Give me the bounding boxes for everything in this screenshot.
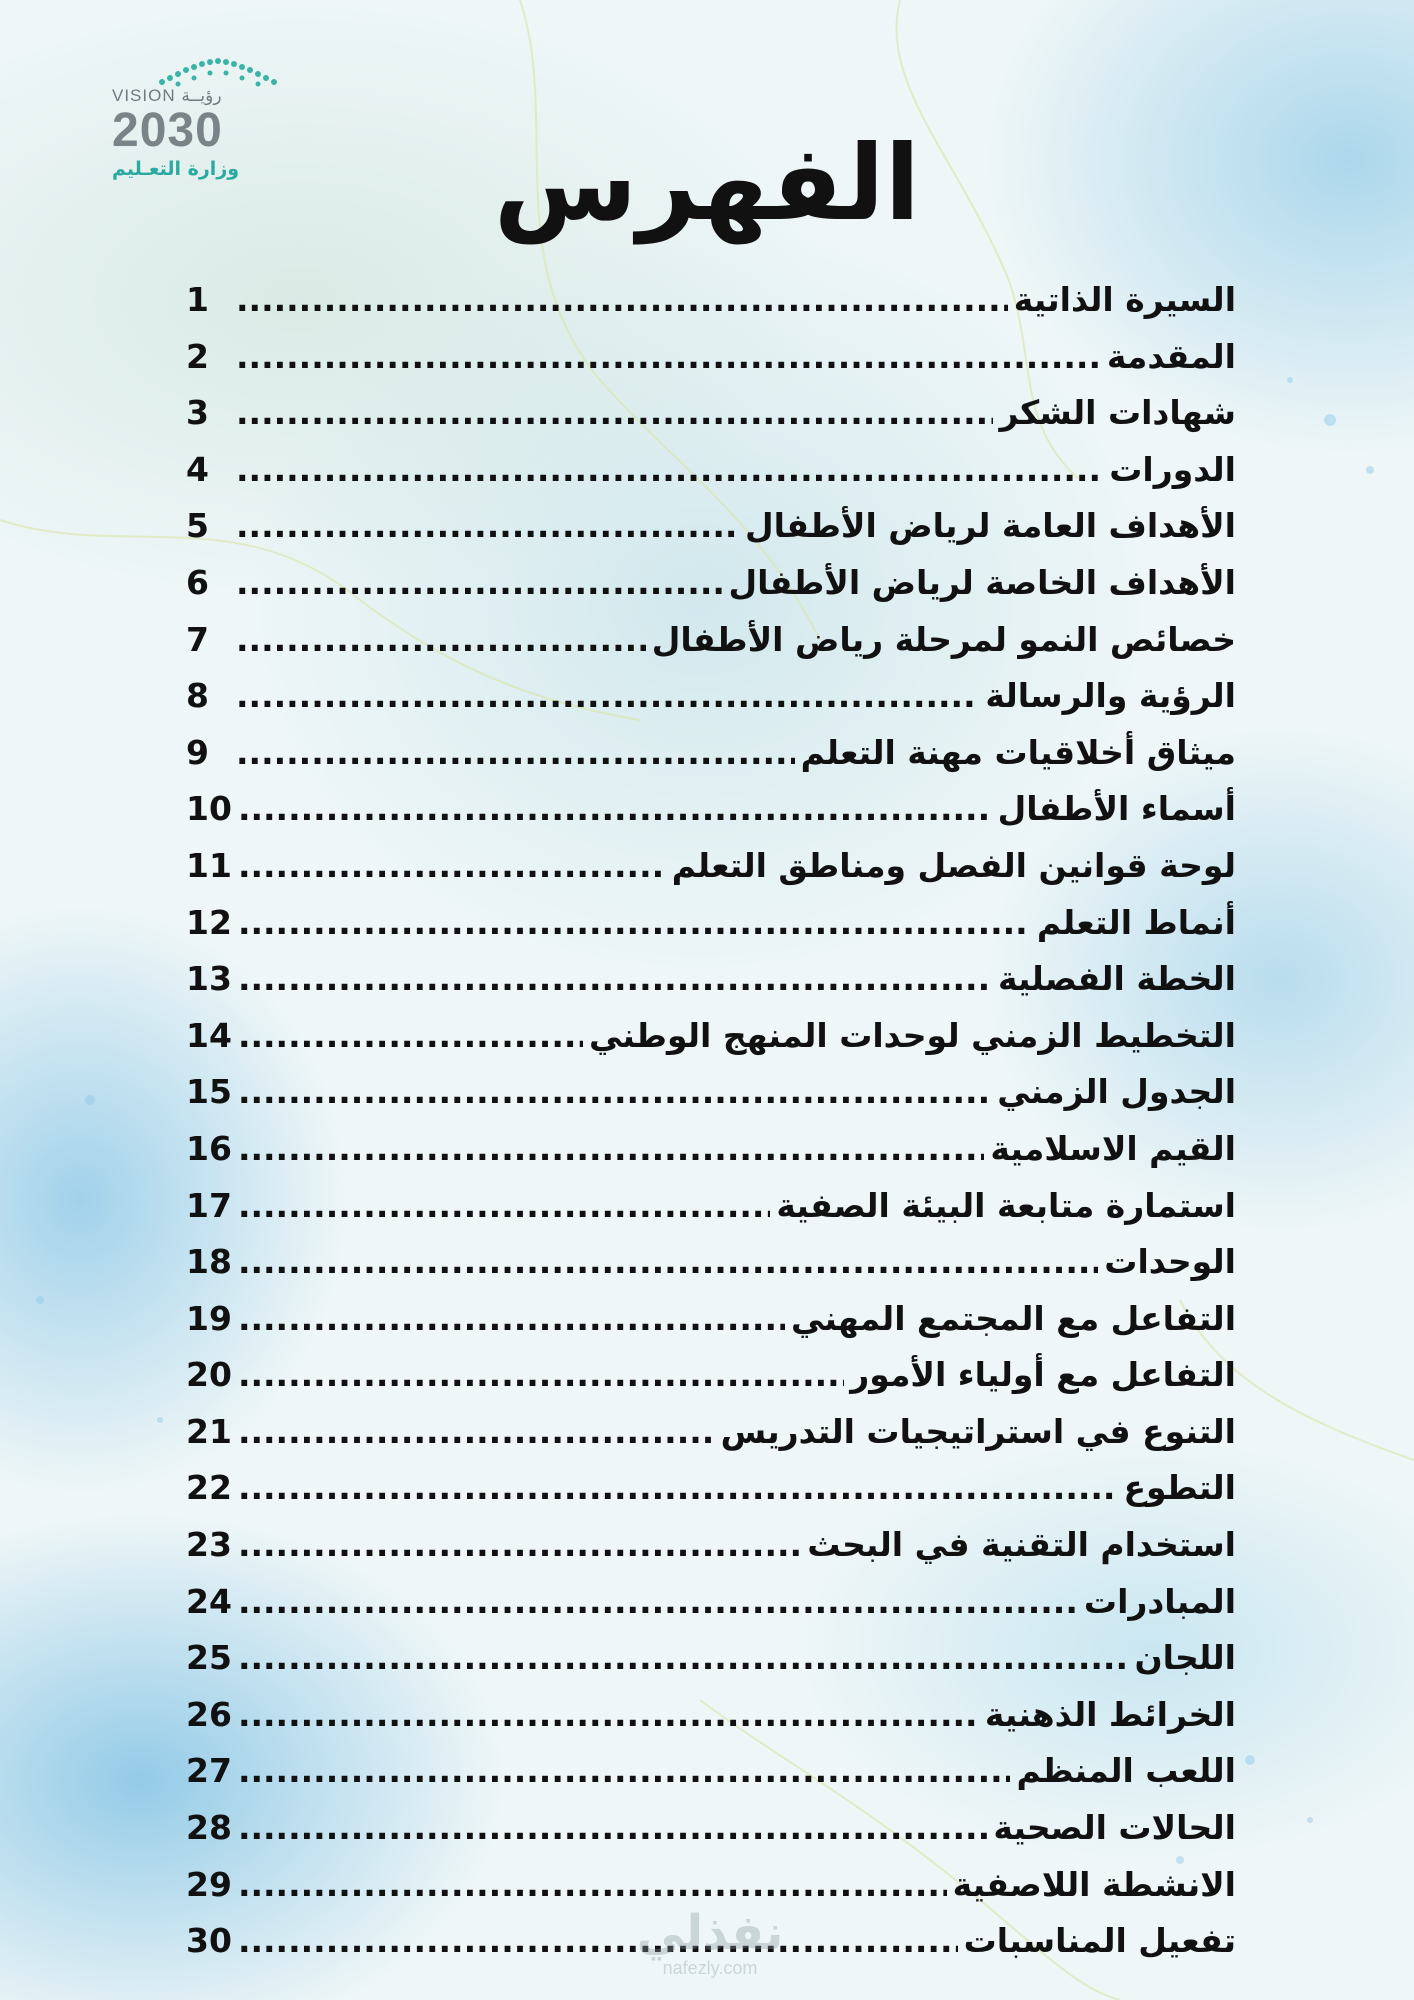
toc-entry (186, 1412, 1236, 1469)
toc-dot-leader (238, 1355, 844, 1394)
toc-entry-label: المقدمة (1106, 336, 1236, 376)
toc-entry (186, 846, 1236, 903)
toc-entry-page: 2 (186, 336, 209, 376)
toc-entry-page: 12 (186, 902, 232, 942)
toc-entry-page: 10 (186, 789, 232, 829)
toc-entry-label: التخطيط الزمني لوحدات المنهج الوطني (589, 1015, 1236, 1055)
toc-entry-label: اللعب المنظم (1016, 1751, 1236, 1791)
toc-dot-leader (236, 506, 739, 545)
toc-entry-label: الجدول الزمني (997, 1072, 1236, 1112)
toc-entry-label: القيم الاسلامية (990, 1128, 1236, 1168)
toc-entry (186, 1695, 1236, 1752)
toc-dot-leader (236, 563, 722, 602)
toc-dot-leader (236, 733, 795, 772)
toc-entry-page: 4 (186, 449, 209, 489)
toc-dot-leader (238, 1921, 958, 1960)
toc-entry-label: التفاعل مع المجتمع المهني (791, 1298, 1236, 1338)
toc-entry-label: الدورات (1109, 449, 1236, 489)
toc-entry (186, 1355, 1236, 1412)
toc-dot-leader (236, 676, 979, 715)
toc-entry-page: 3 (186, 393, 209, 433)
logo-year: 2030 (112, 104, 223, 157)
toc-dot-leader (238, 1412, 715, 1451)
toc-entry-label: شهادات الشكر (999, 393, 1236, 433)
toc-entry (186, 620, 1236, 677)
toc-entry-label: التفاعل مع أولياء الأمور (850, 1355, 1236, 1395)
toc-dot-leader (238, 846, 666, 885)
toc-entry-page: 14 (186, 1015, 232, 1055)
watermark-arabic: نفذلي (636, 1905, 784, 1961)
toc-entry-page: 25 (186, 1638, 232, 1678)
watermark-latin: nafezly.com (662, 1958, 758, 1978)
toc-entry (186, 1808, 1236, 1865)
toc-entry (186, 1751, 1236, 1808)
toc-entry (186, 1186, 1236, 1243)
toc-entry-page: 8 (186, 676, 209, 716)
toc-entry (186, 1242, 1236, 1299)
toc-dot-leader (238, 959, 992, 998)
toc-entry-label: أسماء الأطفال (997, 789, 1236, 829)
toc-entry-page: 7 (186, 619, 209, 659)
toc-entry (186, 676, 1236, 733)
toc-entry-page: 15 (186, 1072, 232, 1112)
toc-entry-label: خصائص النمو لمرحلة رياض الأطفال (651, 619, 1236, 659)
toc-entry-page: 13 (186, 959, 232, 999)
toc-dot-leader (236, 393, 993, 432)
logo-vision-en: VISION (112, 86, 176, 105)
toc-entry-page: 24 (186, 1581, 232, 1621)
logo-vision-ar: رؤيــة (181, 86, 222, 105)
toc-entry-page: 5 (186, 506, 209, 546)
toc-dot-leader (238, 1186, 770, 1225)
toc-entry (186, 1299, 1236, 1356)
toc-entry (186, 1468, 1236, 1525)
toc-entry-page: 11 (186, 845, 232, 885)
toc-entry (186, 450, 1236, 507)
toc-dot-leader (238, 1638, 1129, 1677)
toc-dot-leader (238, 1865, 947, 1904)
toc-entry (186, 563, 1236, 620)
toc-dot-leader (238, 789, 992, 828)
toc-entry-label: الأهداف الخاصة لرياض الأطفال (728, 562, 1236, 602)
toc-entry-label: الأهداف العامة لرياض الأطفال (745, 506, 1236, 546)
toc-entry (186, 903, 1236, 960)
toc-entry-label: ميثاق أخلاقيات مهنة التعلم (800, 732, 1236, 772)
toc-entry-page: 1 (186, 280, 209, 319)
toc-entry-label: تفعيل المناسبات (963, 1921, 1236, 1961)
toc-entry-page: 21 (186, 1411, 232, 1451)
toc-entry-page: 6 (186, 562, 209, 602)
toc-entry-page: 26 (186, 1694, 232, 1734)
toc-entry (186, 1638, 1236, 1695)
toc-entry-label: الوحدات (1104, 1242, 1236, 1282)
toc-entry (186, 1525, 1236, 1582)
toc-entry-label: السيرة الذاتية (1013, 280, 1236, 319)
toc-dot-leader (238, 1525, 801, 1564)
toc-dot-leader (238, 1808, 987, 1847)
toc-entry-label: المبادرات (1083, 1581, 1236, 1621)
toc-entry-page: 17 (186, 1185, 232, 1225)
toc-entry-label: الانشطة اللاصفية (952, 1864, 1236, 1904)
toc-entry (186, 1016, 1236, 1073)
toc-dot-leader (238, 1695, 979, 1734)
toc-dot-leader (238, 1129, 984, 1168)
toc-entry-page: 9 (186, 732, 209, 772)
toc-entry-label: الرؤية والرسالة (985, 676, 1236, 716)
toc-entry (186, 1072, 1236, 1129)
toc-entry-label: استخدام التقنية في البحث (807, 1525, 1236, 1565)
toc-entry-label: أنماط التعلم (1036, 902, 1236, 942)
toc-dot-leader (238, 1016, 583, 1055)
toc-dot-leader (238, 1299, 785, 1338)
toc-entry (186, 280, 1236, 337)
toc-entry-page: 27 (186, 1751, 232, 1791)
logo-ministry: وزارة التعـليم (112, 158, 240, 180)
toc-dot-leader (238, 1751, 1011, 1790)
toc-dot-leader (238, 1582, 1078, 1621)
toc-entry-page: 29 (186, 1864, 232, 1904)
page-title: الفهرس (493, 122, 921, 244)
toc-entry-label: استمارة متابعة البيئة الصفية (776, 1185, 1236, 1225)
logo-vision-text (112, 86, 226, 106)
toc-dot-leader (236, 280, 1008, 319)
toc-entry (186, 506, 1236, 563)
toc-entry-label: الخرائط الذهنية (984, 1694, 1236, 1734)
toc-dot-leader (236, 620, 646, 659)
toc-entry (186, 337, 1236, 394)
toc-entry-page: 16 (186, 1128, 232, 1168)
toc-entry-label: التنوع في استراتيجيات التدريس (720, 1411, 1236, 1451)
toc-entry (186, 789, 1236, 846)
toc-entry-label: التطوع (1123, 1468, 1236, 1508)
toc-entry (186, 393, 1236, 450)
toc-entry-label: الحالات الصحية (993, 1808, 1236, 1848)
toc-dot-leader (238, 1468, 1118, 1507)
toc-entry-page: 18 (186, 1242, 232, 1282)
toc-dot-leader (238, 1242, 1098, 1281)
toc-entry-page: 23 (186, 1525, 232, 1565)
toc-entry-page: 28 (186, 1808, 232, 1848)
toc-entry (186, 1129, 1236, 1186)
toc-entry-label: اللجان (1134, 1638, 1236, 1678)
toc-dot-leader (236, 337, 1101, 376)
toc-dot-leader (238, 1072, 991, 1111)
vision-dots-icon (158, 52, 278, 88)
toc-entry (186, 733, 1236, 790)
toc-entry-page: 19 (186, 1298, 232, 1338)
toc-entry-label: الخطة الفصلية (997, 959, 1236, 999)
toc-entry-page: 20 (186, 1355, 232, 1395)
toc-dot-leader (238, 903, 1031, 942)
toc-entry-page: 30 (186, 1921, 232, 1961)
toc-entry (186, 1582, 1236, 1639)
toc-dot-leader (236, 450, 1103, 489)
toc-entry (186, 959, 1236, 1016)
table-of-contents (186, 280, 1236, 1978)
toc-entry-page: 22 (186, 1468, 232, 1508)
toc-entry-label: لوحة قوانين الفصل ومناطق التعلم (671, 845, 1236, 885)
watermark (620, 1905, 800, 1979)
